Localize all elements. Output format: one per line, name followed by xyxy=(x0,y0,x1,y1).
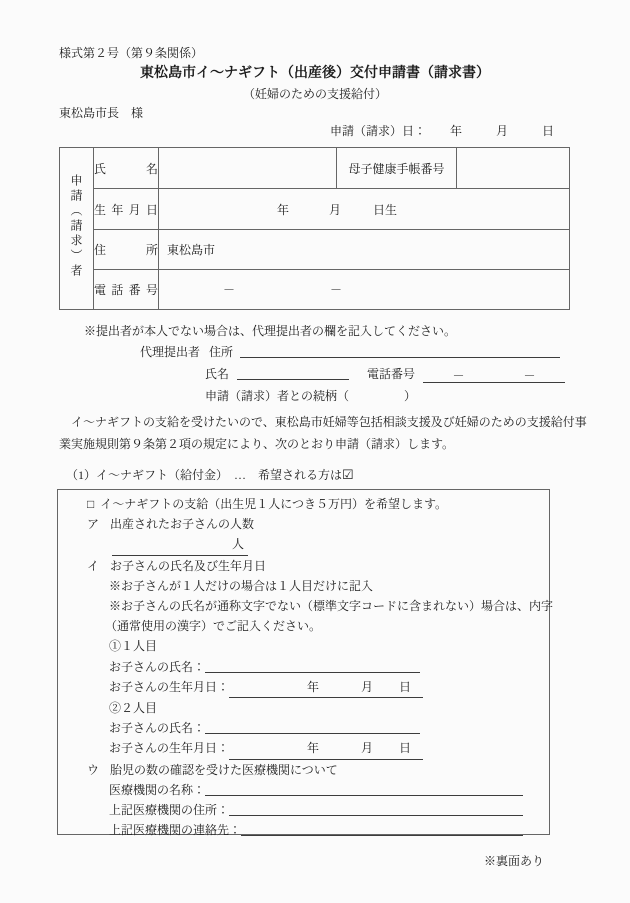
proxy-address-row xyxy=(140,343,560,360)
child1-name-row xyxy=(58,657,549,677)
proxy-phone-dash-2: － xyxy=(523,369,536,383)
request-paragraph-line1: イ～ナギフトの支給を受けたいので、東松島市妊婦等包括相談支援及び妊婦のための支援給付事 xyxy=(59,415,587,429)
page-subtitle: （妊婦のための支援給付） xyxy=(242,87,387,101)
proxy-note: ※提出者が本人でない場合は、代理提出者の欄を記入してください。 xyxy=(84,324,457,338)
phone-dash-1: － xyxy=(223,283,236,297)
proxy-name-field xyxy=(237,366,349,380)
item-i-label: イ xyxy=(87,558,100,573)
proxy-label: 代理提出者 xyxy=(140,345,201,359)
birth-year-label: 年 xyxy=(277,202,290,217)
request-paragraph-line2: 業実施規則第９条第２項の規定により、次のとおり申請（請求）します。 xyxy=(59,437,455,451)
medical-address-field xyxy=(229,802,523,816)
address-label-cell: 住 所 xyxy=(94,230,159,270)
birthdate-label-cell: 生年月日 xyxy=(94,189,159,230)
medical-contact-label: 上記医療機関の連絡先： xyxy=(109,823,242,838)
proxy-phone-label: 電話番号 xyxy=(367,367,416,381)
page-title: 東松島市イ～ナギフト（出産後）交付申請書（請求書） xyxy=(140,66,490,81)
child1-birth-year-label: 年 xyxy=(306,679,319,694)
item-a-text: 出産されたお子さんの人数 xyxy=(110,517,255,532)
birthdate-value-cell xyxy=(159,189,570,230)
name-label-cell: 氏 名 xyxy=(94,148,159,189)
proxy-phone-field xyxy=(423,367,565,383)
note1-row: ※お子さんが１人だけの場合は１人目だけに記入 xyxy=(109,578,374,593)
child2-name-field xyxy=(205,720,420,734)
proxy-phone-dash-1: － xyxy=(452,369,465,383)
item-a-row xyxy=(58,514,549,534)
child2-birth-year-label: 年 xyxy=(306,741,319,756)
mch-number-label-cell: 母子健康手帳番号 xyxy=(337,148,457,189)
child2-birth-row xyxy=(58,738,549,759)
child2-heading: ②２人目 xyxy=(109,701,158,716)
medical-address-row xyxy=(58,800,549,820)
medical-address-label: 上記医療機関の住所： xyxy=(109,803,230,818)
date-month-label: 月 xyxy=(496,124,509,138)
child1-birth-day-label: 日 xyxy=(399,679,412,694)
child2-birth-day-label: 日 xyxy=(399,741,412,756)
section1-heading: （1）イ～ナギフト（給付金） … 希望される方は xyxy=(66,468,343,482)
applicant-table xyxy=(59,147,570,310)
proxy-relation-label: 申請（請求）者との続柄（ xyxy=(205,389,350,403)
child-count-row xyxy=(58,534,549,555)
item-a-label: ア xyxy=(87,517,100,532)
mch-number-value-cell xyxy=(457,148,570,189)
child2-birth-month-label: 月 xyxy=(360,741,373,756)
date-day-label: 日 xyxy=(542,124,555,138)
medical-contact-field xyxy=(241,822,523,836)
child1-heading: ①１人目 xyxy=(109,639,158,654)
proxy-address-field xyxy=(240,344,560,358)
proxy-name-phone-row xyxy=(205,365,565,383)
back-side-note: ※裏面あり xyxy=(484,854,545,868)
item-u-text: 胎児の数の確認を受けた医療機関について xyxy=(110,762,338,777)
applicant-side-label: 申請（請求）者 xyxy=(69,174,83,279)
note2-row-line2: （通常使用の漢字）でご記入ください。 xyxy=(105,619,322,634)
child2-name-label: お子さんの氏名： xyxy=(109,721,206,736)
item-u-row xyxy=(58,760,549,780)
applicant-side-cell xyxy=(60,148,94,310)
date-year-label: 年 xyxy=(450,124,463,138)
proxy-address-label: 住所 xyxy=(209,345,234,359)
birth-month-label: 月 xyxy=(329,202,342,217)
checked-checkbox-icon: ☑ xyxy=(342,467,354,482)
name-value-cell xyxy=(159,148,337,189)
birth-day-label: 日生 xyxy=(373,202,398,217)
phone-value-cell xyxy=(159,270,570,310)
date-label: 申請（請求）日： xyxy=(330,124,427,138)
medical-name-field xyxy=(205,782,523,796)
unchecked-checkbox-icon: □ xyxy=(87,497,95,511)
form-number: 様式第２号（第９条関係） xyxy=(59,46,204,60)
addressee: 東松島市長 様 xyxy=(59,106,144,120)
child1-birth-label: お子さんの生年月日： xyxy=(109,679,230,694)
child1-birth-month-label: 月 xyxy=(360,679,373,694)
medical-name-label: 医療機関の名称： xyxy=(109,782,206,797)
item-i-text: お子さんの氏名及び生年月日 xyxy=(110,558,267,573)
section1-box xyxy=(57,489,554,838)
note2-row-line1: ※お子さんの氏名が通称文字でない（標準文字コードに含まれない）場合は、内字 xyxy=(109,599,554,614)
child1-birth-row xyxy=(58,677,549,698)
gift-option-label: イ～ナギフトの支給（出生児１人につき５万円）を希望します。 xyxy=(100,497,448,511)
child-count-field: 人 xyxy=(112,534,248,555)
child2-birth-label: お子さんの生年月日： xyxy=(109,741,230,756)
section1-heading-row xyxy=(66,466,354,483)
gift-option-row xyxy=(58,494,549,514)
application-date-line xyxy=(330,122,554,139)
proxy-name-label: 氏名 xyxy=(205,367,230,381)
child1-name-label: お子さんの氏名： xyxy=(109,659,206,674)
child1-birth-field xyxy=(229,677,423,698)
proxy-relation-row xyxy=(205,387,416,404)
child2-name-row xyxy=(58,718,549,738)
medical-contact-row xyxy=(58,820,549,840)
child2-birth-field xyxy=(229,738,423,759)
medical-name-row xyxy=(58,780,549,800)
phone-dash-2: － xyxy=(330,283,343,297)
child1-name-field xyxy=(205,659,420,673)
item-i-row xyxy=(58,556,549,576)
request-paragraph xyxy=(59,411,587,455)
proxy-relation-close: ） xyxy=(404,389,417,403)
item-u-label: ウ xyxy=(87,762,100,777)
phone-label-cell: 電話番号 xyxy=(94,270,159,310)
address-value-cell: 東松島市 xyxy=(159,230,570,270)
